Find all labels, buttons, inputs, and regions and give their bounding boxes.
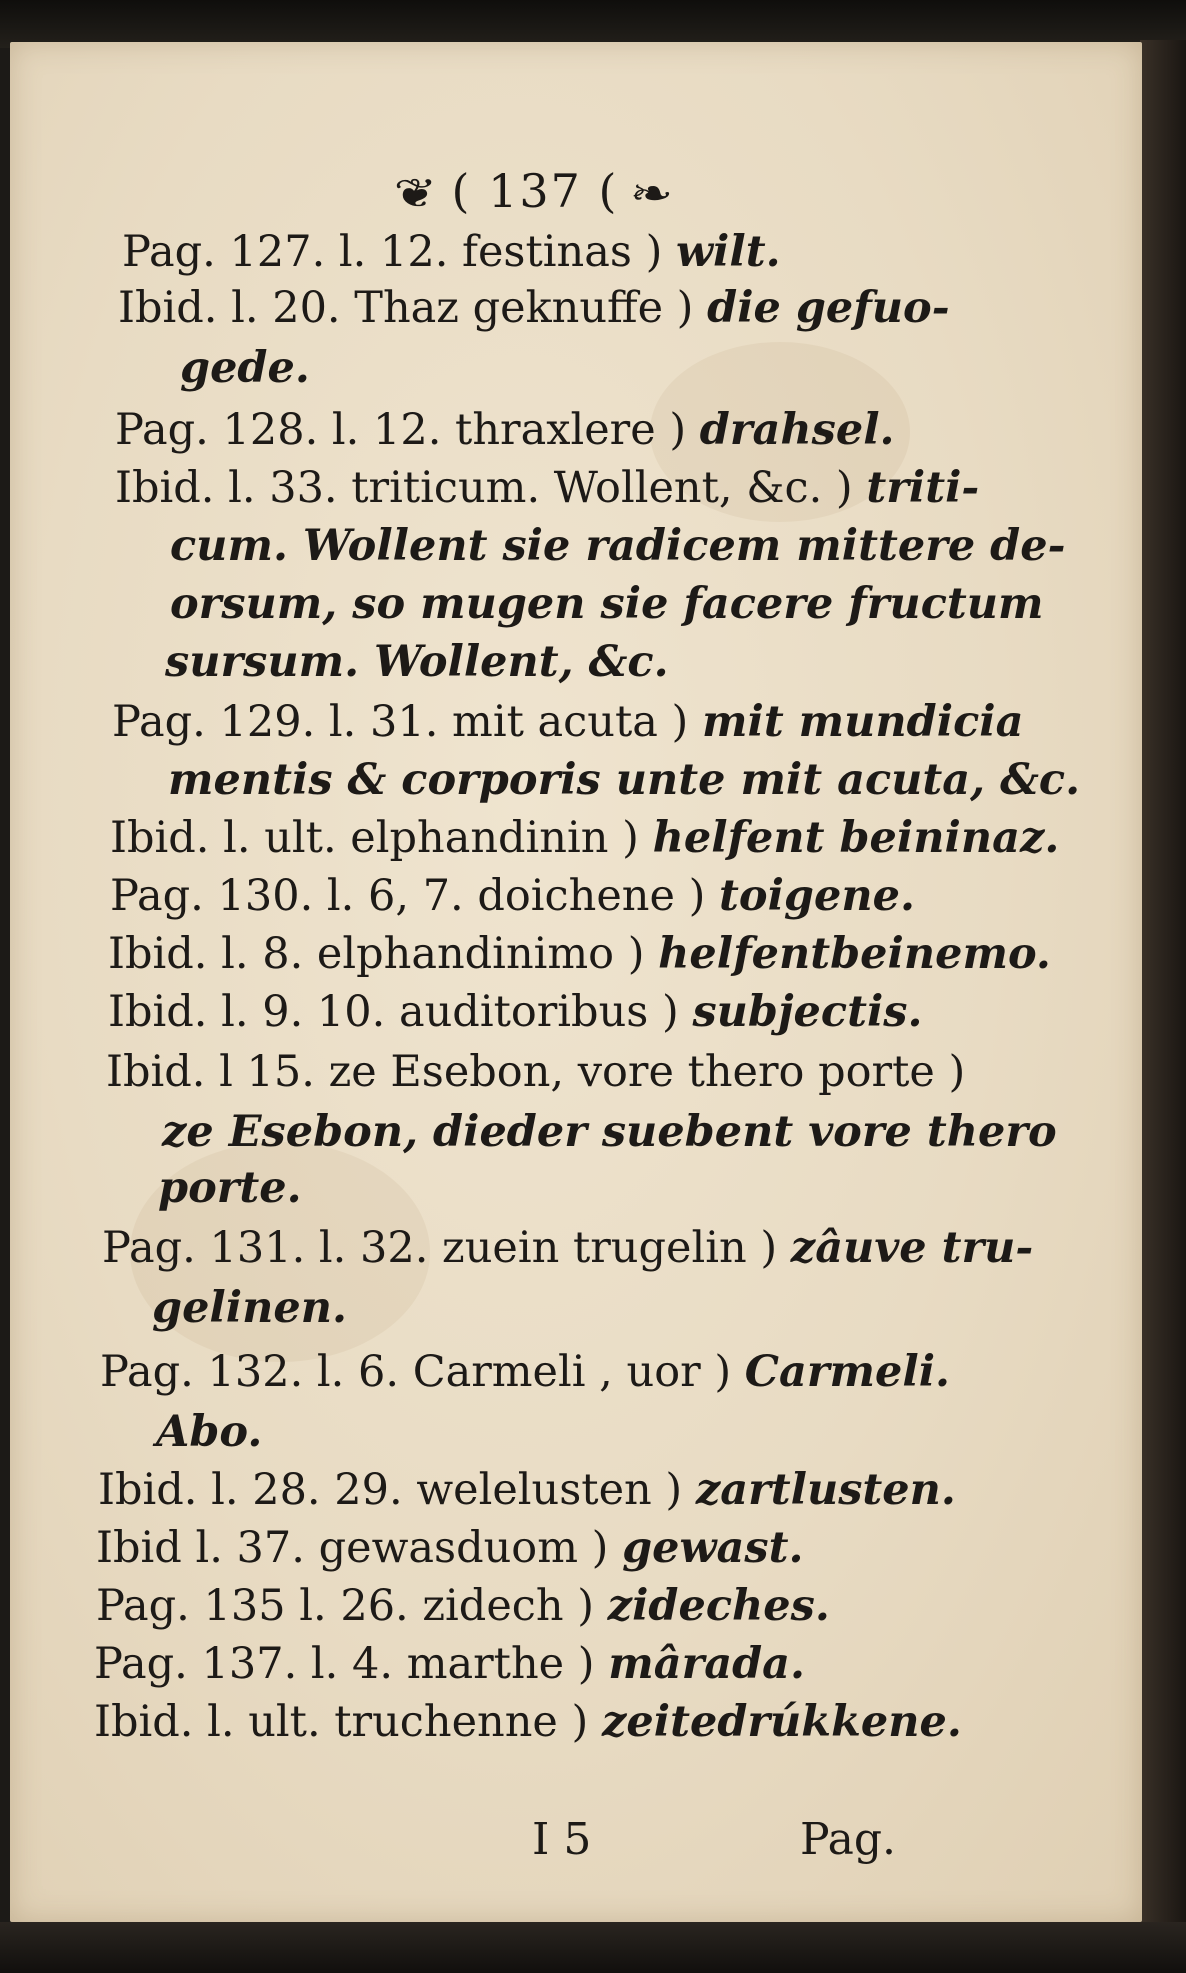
entry-gloss: drahsel. (699, 405, 895, 455)
entry-reference: Ibid. l. 8. elphandinimo ) (108, 929, 645, 979)
entry-continuation: cum. Wollent sie radicem mittere de- (170, 521, 1066, 571)
entry-reference: Ibid l. 37. gewasduom ) (96, 1523, 609, 1573)
entry-gloss: zartlusten. (695, 1465, 956, 1515)
entry-reference: Ibid. l. 9. 10. auditoribus ) (108, 987, 679, 1037)
errata-entry (110, 866, 915, 926)
entry-reference: Pag. 129. l. 31. mit acuta ) (112, 697, 689, 747)
scan-top-shadow (0, 0, 1186, 48)
page-text (10, 42, 1142, 1922)
left-ornament-icon: ❦ (394, 171, 441, 217)
entry-continuation: ze Esebon, dieder suebent vore thero (162, 1107, 1057, 1157)
errata-entry (96, 1518, 803, 1578)
entry-reference: Pag. 127. l. 12. festinas ) (122, 227, 663, 277)
entry-reference: Ibid. l. 20. Thaz geknuffe ) (118, 283, 694, 333)
entry-reference: Pag. 128. l. 12. thraxlere ) (115, 405, 687, 455)
entry-continuation: Abo. (156, 1407, 263, 1457)
entry-gloss: subjectis. (692, 987, 923, 1037)
entry-gloss: mit mundicia (701, 697, 1024, 747)
entry-reference: Ibid. l. 28. 29. welelusten ) (98, 1465, 683, 1515)
entry-continuation: orsum, so mugen sie facere fructum (170, 579, 1044, 629)
entry-gloss: helfent beininaz. (652, 813, 1060, 863)
entry-continuation: porte. (158, 1163, 302, 1213)
entry-gloss: mârada. (608, 1639, 805, 1689)
errata-entry (96, 1576, 830, 1636)
entry-reference: Pag. 130. l. 6, 7. doichene ) (110, 871, 706, 921)
errata-entry (110, 808, 1059, 868)
errata-entry (108, 924, 1051, 984)
errata-entry (118, 278, 950, 338)
catchword: Pag. (800, 1814, 897, 1865)
errata-entry (106, 1042, 965, 1102)
entry-gloss: die gefuo- (707, 283, 950, 333)
entry-continuation: mentis & corporis unte mit acuta, &c. (168, 755, 1081, 805)
entry-continuation: gelinen. (152, 1283, 347, 1333)
entry-reference: Ibid. l. ult. elphandinin ) (110, 813, 639, 863)
page-number: ( 137 ( (451, 164, 619, 218)
entry-reference: Pag. 137. l. 4. marthe ) (94, 1639, 595, 1689)
signature-mark: I 5 (532, 1814, 592, 1865)
page-header (350, 164, 720, 218)
errata-entry (115, 400, 895, 460)
errata-entry (102, 1218, 1033, 1278)
entry-reference: Pag. 131. l. 32. zuein trugelin ) (102, 1223, 778, 1273)
entry-reference: Ibid. l 15. ze Esebon, vore thero porte ) (106, 1047, 966, 1097)
entry-gloss: zideches. (607, 1581, 830, 1631)
entry-gloss: gewast. (622, 1523, 804, 1573)
errata-entry (115, 458, 979, 518)
entry-gloss: wilt. (676, 227, 781, 277)
book-edge (1140, 40, 1186, 1973)
entry-gloss: toigene. (719, 871, 915, 921)
entry-continuation: sursum. Wollent, &c. (165, 637, 669, 687)
entry-gloss: triti- (866, 463, 980, 513)
entry-gloss: zeitedrúkkene. (601, 1697, 962, 1747)
errata-entry (94, 1634, 805, 1694)
errata-entry (100, 1342, 950, 1402)
entry-reference: Pag. 132. l. 6. Carmeli , uor ) (100, 1347, 732, 1397)
errata-entry (122, 222, 781, 282)
errata-entry (98, 1460, 956, 1520)
errata-entry (112, 692, 1023, 752)
entry-gloss: zâuve tru- (790, 1223, 1034, 1273)
entry-reference: Pag. 135 l. 26. zidech ) (96, 1581, 594, 1631)
right-ornament-icon: ❧ (629, 171, 676, 217)
entry-reference: Ibid. l. 33. triticum. Wollent, &c. ) (115, 463, 853, 513)
entry-gloss: Carmeli. (744, 1347, 951, 1397)
book-page (10, 42, 1142, 1922)
entry-continuation: gede. (180, 343, 310, 393)
errata-entry (108, 982, 922, 1042)
errata-entry (94, 1692, 962, 1752)
entry-gloss: helfentbeinemo. (658, 929, 1051, 979)
entry-reference: Ibid. l. ult. truchenne ) (94, 1697, 589, 1747)
scan-bottom-shadow (0, 1922, 1186, 1973)
